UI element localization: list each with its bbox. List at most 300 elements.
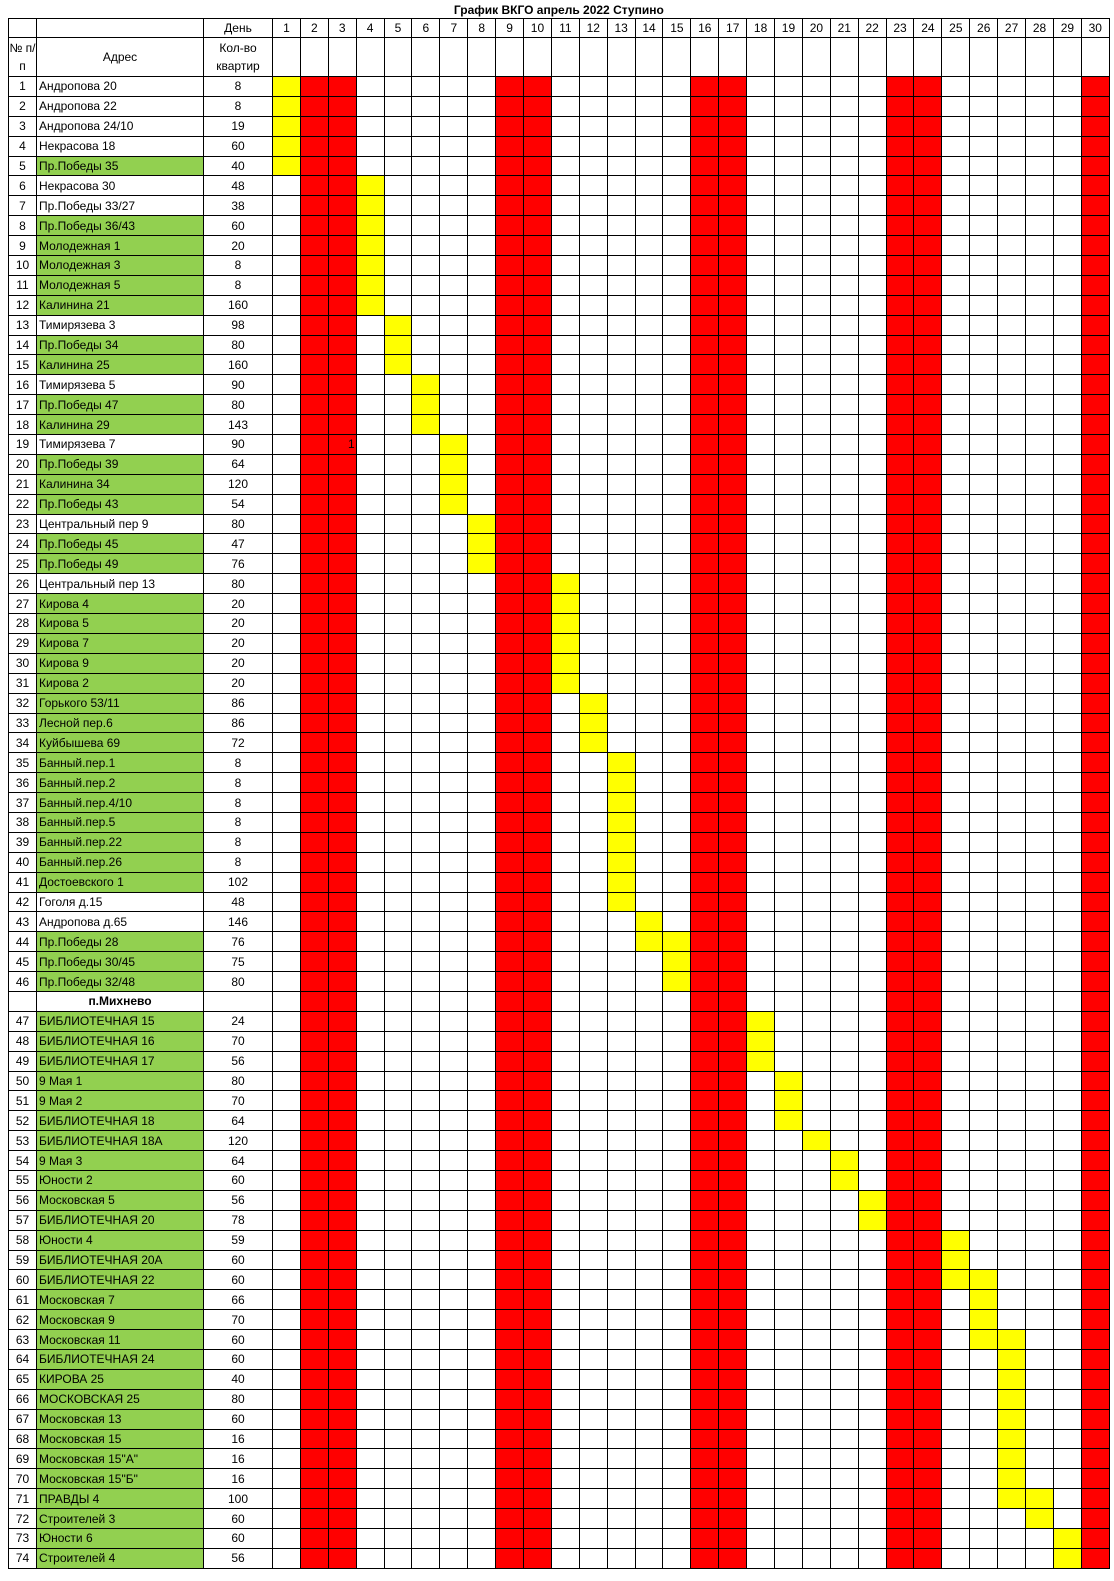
day-cell[interactable] bbox=[273, 653, 301, 673]
address-cell[interactable]: БИБЛИОТЕЧНАЯ 15 bbox=[37, 1011, 204, 1031]
day-cell[interactable] bbox=[440, 1369, 468, 1389]
weekend-cell[interactable] bbox=[719, 435, 747, 455]
day-cell[interactable] bbox=[998, 494, 1026, 514]
day-cell[interactable] bbox=[273, 1369, 301, 1389]
weekend-cell[interactable] bbox=[524, 534, 552, 554]
day-cell[interactable] bbox=[858, 1230, 886, 1250]
day-cell[interactable] bbox=[579, 395, 607, 415]
day-cell[interactable] bbox=[1053, 1290, 1081, 1310]
apartment-count-cell[interactable]: 60 bbox=[204, 136, 273, 156]
day-cell[interactable] bbox=[998, 773, 1026, 793]
day-cell[interactable] bbox=[775, 1230, 803, 1250]
day-cell[interactable] bbox=[273, 832, 301, 852]
day-cell[interactable] bbox=[356, 1449, 384, 1469]
day-cell[interactable] bbox=[1053, 932, 1081, 952]
day-cell[interactable] bbox=[579, 1091, 607, 1111]
day-cell[interactable] bbox=[802, 1529, 830, 1549]
day-cell[interactable] bbox=[579, 1290, 607, 1310]
day-cell[interactable] bbox=[663, 812, 691, 832]
weekend-cell[interactable] bbox=[1081, 1131, 1109, 1151]
apartment-count-cell[interactable]: 8 bbox=[204, 812, 273, 832]
scheduled-day-cell[interactable] bbox=[998, 1330, 1026, 1350]
day-cell[interactable] bbox=[775, 812, 803, 832]
day-cell[interactable] bbox=[635, 176, 663, 196]
day-cell[interactable] bbox=[635, 733, 663, 753]
day-cell[interactable] bbox=[747, 415, 775, 435]
day-cell[interactable] bbox=[468, 96, 496, 116]
day-cell[interactable] bbox=[273, 514, 301, 534]
scheduled-day-cell[interactable] bbox=[440, 494, 468, 514]
day-cell[interactable] bbox=[858, 1529, 886, 1549]
day-cell[interactable] bbox=[663, 1330, 691, 1350]
day-cell[interactable] bbox=[1026, 1210, 1054, 1230]
apartment-count-cell[interactable]: 20 bbox=[204, 614, 273, 634]
weekend-cell[interactable] bbox=[328, 1310, 356, 1330]
day-cell[interactable] bbox=[273, 1449, 301, 1469]
day-cell[interactable] bbox=[663, 355, 691, 375]
day-cell[interactable] bbox=[1053, 673, 1081, 693]
apartment-count-cell[interactable]: 56 bbox=[204, 1051, 273, 1071]
day-cell[interactable] bbox=[384, 1071, 412, 1091]
scheduled-day-cell[interactable] bbox=[412, 415, 440, 435]
day-cell[interactable] bbox=[551, 1509, 579, 1529]
day-cell[interactable] bbox=[1026, 1350, 1054, 1370]
day-cell[interactable] bbox=[747, 116, 775, 136]
day-cell[interactable] bbox=[384, 1529, 412, 1549]
weekend-cell[interactable] bbox=[719, 753, 747, 773]
day-cell[interactable] bbox=[384, 1131, 412, 1151]
scheduled-day-cell[interactable] bbox=[356, 216, 384, 236]
day-cell[interactable] bbox=[998, 932, 1026, 952]
weekend-cell[interactable] bbox=[496, 793, 524, 813]
day-cell[interactable] bbox=[998, 832, 1026, 852]
weekend-cell[interactable] bbox=[719, 236, 747, 256]
weekend-cell[interactable] bbox=[886, 1071, 914, 1091]
weekend-cell[interactable] bbox=[886, 574, 914, 594]
day-cell[interactable] bbox=[663, 1210, 691, 1230]
day-cell[interactable] bbox=[942, 1489, 970, 1509]
day-cell[interactable] bbox=[830, 275, 858, 295]
day-cell[interactable] bbox=[1026, 1151, 1054, 1171]
day-cell[interactable] bbox=[858, 574, 886, 594]
day-cell[interactable] bbox=[356, 335, 384, 355]
weekend-cell[interactable] bbox=[886, 1190, 914, 1210]
day-cell[interactable] bbox=[942, 1330, 970, 1350]
day-cell[interactable] bbox=[607, 1190, 635, 1210]
day-header-cell[interactable] bbox=[635, 38, 663, 77]
apartment-count-cell[interactable]: 60 bbox=[204, 1350, 273, 1370]
day-cell[interactable] bbox=[579, 614, 607, 634]
day-cell[interactable] bbox=[998, 415, 1026, 435]
day-cell[interactable] bbox=[802, 275, 830, 295]
day-cell[interactable] bbox=[551, 116, 579, 136]
weekend-cell[interactable] bbox=[719, 454, 747, 474]
day-cell[interactable] bbox=[1026, 335, 1054, 355]
day-cell[interactable] bbox=[356, 116, 384, 136]
day-cell[interactable] bbox=[802, 633, 830, 653]
day-cell[interactable] bbox=[440, 1051, 468, 1071]
apartment-count-cell[interactable]: 20 bbox=[204, 673, 273, 693]
day-cell[interactable] bbox=[775, 773, 803, 793]
weekend-cell[interactable] bbox=[719, 812, 747, 832]
weekend-cell[interactable] bbox=[524, 614, 552, 634]
day-cell[interactable] bbox=[579, 275, 607, 295]
day-cell[interactable] bbox=[440, 912, 468, 932]
weekend-cell[interactable] bbox=[328, 653, 356, 673]
day-cell[interactable] bbox=[1053, 534, 1081, 554]
weekend-cell[interactable] bbox=[524, 773, 552, 793]
day-cell[interactable] bbox=[1053, 952, 1081, 972]
day-cell[interactable] bbox=[663, 633, 691, 653]
day-cell[interactable] bbox=[468, 454, 496, 474]
day-cell[interactable] bbox=[942, 872, 970, 892]
day-cell[interactable] bbox=[1053, 1350, 1081, 1370]
weekend-cell[interactable] bbox=[691, 415, 719, 435]
day-cell[interactable] bbox=[551, 315, 579, 335]
weekend-cell[interactable] bbox=[1081, 1389, 1109, 1409]
day-cell[interactable] bbox=[663, 773, 691, 793]
day-cell[interactable] bbox=[1053, 236, 1081, 256]
day-cell[interactable] bbox=[830, 1350, 858, 1370]
row-number[interactable]: 28 bbox=[9, 614, 37, 634]
day-cell[interactable] bbox=[635, 435, 663, 455]
address-cell[interactable]: Калинина 25 bbox=[37, 355, 204, 375]
weekend-cell[interactable] bbox=[719, 793, 747, 813]
day-cell[interactable] bbox=[579, 1469, 607, 1489]
apartment-count-cell[interactable]: 8 bbox=[204, 96, 273, 116]
weekend-cell[interactable] bbox=[719, 335, 747, 355]
day-cell[interactable] bbox=[468, 236, 496, 256]
day-cell[interactable] bbox=[468, 713, 496, 733]
day-cell[interactable] bbox=[775, 614, 803, 634]
day-cell[interactable] bbox=[440, 614, 468, 634]
day-cell[interactable] bbox=[440, 1031, 468, 1051]
day-cell[interactable] bbox=[551, 932, 579, 952]
day-cell[interactable] bbox=[468, 1409, 496, 1429]
day-cell[interactable] bbox=[858, 236, 886, 256]
day-cell[interactable] bbox=[970, 733, 998, 753]
day-cell[interactable] bbox=[356, 1071, 384, 1091]
day-cell[interactable] bbox=[273, 693, 301, 713]
weekend-cell[interactable] bbox=[914, 1310, 942, 1330]
weekend-cell[interactable] bbox=[300, 773, 328, 793]
day-cell[interactable] bbox=[858, 1091, 886, 1111]
weekend-cell[interactable] bbox=[300, 454, 328, 474]
day-cell[interactable] bbox=[412, 77, 440, 97]
weekend-cell[interactable] bbox=[524, 832, 552, 852]
day-cell[interactable] bbox=[1053, 1409, 1081, 1429]
day-cell[interactable] bbox=[1053, 355, 1081, 375]
day-cell[interactable] bbox=[551, 454, 579, 474]
day-cell[interactable] bbox=[858, 1151, 886, 1171]
day-cell[interactable] bbox=[830, 1449, 858, 1469]
scheduled-day-cell[interactable] bbox=[356, 176, 384, 196]
weekend-cell[interactable] bbox=[1081, 474, 1109, 494]
weekend-cell[interactable] bbox=[328, 1529, 356, 1549]
day-cell[interactable] bbox=[858, 594, 886, 614]
day-cell[interactable] bbox=[858, 1429, 886, 1449]
scheduled-day-cell[interactable] bbox=[635, 912, 663, 932]
row-number[interactable]: 4 bbox=[9, 136, 37, 156]
day-cell[interactable] bbox=[635, 236, 663, 256]
weekend-cell[interactable] bbox=[1081, 315, 1109, 335]
weekend-cell[interactable] bbox=[328, 1210, 356, 1230]
weekend-cell[interactable] bbox=[691, 932, 719, 952]
day-cell[interactable] bbox=[802, 892, 830, 912]
weekend-cell[interactable] bbox=[719, 1071, 747, 1091]
scheduled-day-cell[interactable] bbox=[551, 633, 579, 653]
weekend-cell[interactable] bbox=[886, 773, 914, 793]
day-cell[interactable] bbox=[830, 852, 858, 872]
day-cell[interactable] bbox=[747, 435, 775, 455]
row-number[interactable]: 46 bbox=[9, 972, 37, 992]
weekend-cell[interactable] bbox=[886, 116, 914, 136]
weekend-cell[interactable] bbox=[886, 892, 914, 912]
row-number[interactable]: 59 bbox=[9, 1250, 37, 1270]
weekend-cell[interactable] bbox=[914, 932, 942, 952]
day-cell[interactable] bbox=[802, 1310, 830, 1330]
day-cell[interactable] bbox=[579, 892, 607, 912]
day-cell[interactable] bbox=[635, 1091, 663, 1111]
day-cell[interactable] bbox=[830, 1071, 858, 1091]
day-cell[interactable] bbox=[551, 1151, 579, 1171]
weekend-cell[interactable] bbox=[719, 1350, 747, 1370]
day-cell[interactable] bbox=[579, 176, 607, 196]
day-cell[interactable] bbox=[356, 594, 384, 614]
day-cell[interactable] bbox=[802, 1250, 830, 1270]
weekend-cell[interactable] bbox=[328, 77, 356, 97]
address-cell[interactable]: Пр.Победы 30/45 bbox=[37, 952, 204, 972]
day-number-header[interactable]: 10 bbox=[524, 19, 552, 38]
weekend-cell[interactable] bbox=[524, 395, 552, 415]
day-cell[interactable] bbox=[663, 614, 691, 634]
row-number[interactable]: 45 bbox=[9, 952, 37, 972]
day-number-header[interactable]: 2 bbox=[300, 19, 328, 38]
day-cell[interactable] bbox=[579, 1529, 607, 1549]
weekend-cell[interactable] bbox=[328, 733, 356, 753]
day-cell[interactable] bbox=[384, 395, 412, 415]
weekend-cell[interactable] bbox=[300, 395, 328, 415]
day-cell[interactable] bbox=[356, 494, 384, 514]
weekend-cell[interactable] bbox=[691, 594, 719, 614]
row-number[interactable]: 19 bbox=[9, 435, 37, 455]
day-cell[interactable] bbox=[384, 793, 412, 813]
day-cell[interactable] bbox=[663, 1270, 691, 1290]
weekend-cell[interactable] bbox=[1081, 176, 1109, 196]
day-cell[interactable] bbox=[412, 713, 440, 733]
apartment-count-cell[interactable]: 75 bbox=[204, 952, 273, 972]
day-cell[interactable] bbox=[579, 1429, 607, 1449]
day-cell[interactable] bbox=[635, 1369, 663, 1389]
day-cell[interactable] bbox=[440, 1469, 468, 1489]
weekend-cell[interactable] bbox=[300, 1529, 328, 1549]
day-cell[interactable] bbox=[607, 1230, 635, 1250]
day-cell[interactable] bbox=[356, 932, 384, 952]
weekend-cell[interactable] bbox=[914, 1429, 942, 1449]
day-cell[interactable] bbox=[942, 912, 970, 932]
weekend-cell[interactable] bbox=[691, 713, 719, 733]
day-cell[interactable] bbox=[412, 1330, 440, 1350]
weekend-cell[interactable] bbox=[524, 156, 552, 176]
weekend-cell[interactable] bbox=[914, 176, 942, 196]
day-cell[interactable] bbox=[440, 1489, 468, 1509]
day-cell[interactable] bbox=[998, 812, 1026, 832]
day-cell[interactable] bbox=[970, 932, 998, 952]
day-cell[interactable] bbox=[356, 96, 384, 116]
scheduled-day-cell[interactable] bbox=[551, 673, 579, 693]
day-cell[interactable] bbox=[858, 494, 886, 514]
day-cell[interactable] bbox=[970, 1190, 998, 1210]
day-cell[interactable] bbox=[858, 773, 886, 793]
day-cell[interactable] bbox=[998, 653, 1026, 673]
day-cell[interactable] bbox=[1026, 176, 1054, 196]
day-cell[interactable] bbox=[579, 1310, 607, 1330]
day-cell[interactable] bbox=[579, 415, 607, 435]
day-cell[interactable] bbox=[412, 614, 440, 634]
day-cell[interactable] bbox=[468, 1389, 496, 1409]
row-number[interactable]: 47 bbox=[9, 1011, 37, 1031]
weekend-cell[interactable] bbox=[1081, 673, 1109, 693]
day-cell[interactable] bbox=[858, 156, 886, 176]
day-cell[interactable] bbox=[830, 1270, 858, 1290]
day-cell[interactable] bbox=[747, 156, 775, 176]
weekend-cell[interactable] bbox=[524, 196, 552, 216]
weekend-cell[interactable] bbox=[328, 335, 356, 355]
day-cell[interactable] bbox=[970, 832, 998, 852]
day-cell[interactable] bbox=[858, 395, 886, 415]
row-number[interactable]: 11 bbox=[9, 275, 37, 295]
day-cell[interactable] bbox=[607, 1051, 635, 1071]
weekend-cell[interactable] bbox=[886, 1270, 914, 1290]
weekend-cell[interactable] bbox=[496, 474, 524, 494]
address-cell[interactable]: ПРАВДЫ 4 bbox=[37, 1489, 204, 1509]
weekend-cell[interactable] bbox=[328, 1449, 356, 1469]
day-cell[interactable] bbox=[830, 415, 858, 435]
day-cell[interactable] bbox=[551, 1170, 579, 1190]
day-cell[interactable] bbox=[635, 355, 663, 375]
weekend-cell[interactable] bbox=[496, 673, 524, 693]
day-cell[interactable] bbox=[830, 1210, 858, 1230]
weekend-cell[interactable] bbox=[524, 295, 552, 315]
day-cell[interactable] bbox=[858, 275, 886, 295]
weekend-cell[interactable] bbox=[719, 713, 747, 733]
day-header-cell[interactable] bbox=[691, 38, 719, 77]
day-cell[interactable] bbox=[579, 474, 607, 494]
day-cell[interactable] bbox=[775, 395, 803, 415]
weekend-cell[interactable] bbox=[719, 1190, 747, 1210]
day-cell[interactable] bbox=[775, 136, 803, 156]
day-cell[interactable] bbox=[970, 1051, 998, 1071]
weekend-cell[interactable] bbox=[691, 653, 719, 673]
day-cell[interactable] bbox=[384, 574, 412, 594]
day-cell[interactable] bbox=[468, 1091, 496, 1111]
day-cell[interactable] bbox=[412, 1548, 440, 1568]
weekend-cell[interactable] bbox=[1081, 653, 1109, 673]
day-cell[interactable] bbox=[579, 594, 607, 614]
day-number-header[interactable]: 16 bbox=[691, 19, 719, 38]
weekend-cell[interactable] bbox=[1081, 614, 1109, 634]
day-cell[interactable] bbox=[384, 713, 412, 733]
day-cell[interactable] bbox=[468, 315, 496, 335]
weekend-cell[interactable] bbox=[496, 355, 524, 375]
weekend-cell[interactable] bbox=[524, 1310, 552, 1330]
day-cell[interactable] bbox=[942, 574, 970, 594]
day-cell[interactable] bbox=[1026, 375, 1054, 395]
day-cell[interactable] bbox=[273, 753, 301, 773]
day-cell[interactable] bbox=[412, 1051, 440, 1071]
day-cell[interactable] bbox=[551, 77, 579, 97]
day-cell[interactable] bbox=[607, 554, 635, 574]
day-number-header[interactable]: 13 bbox=[607, 19, 635, 38]
address-cell[interactable]: Банный.пер.4/10 bbox=[37, 793, 204, 813]
day-cell[interactable] bbox=[775, 77, 803, 97]
weekend-cell[interactable] bbox=[496, 116, 524, 136]
weekend-cell[interactable] bbox=[328, 176, 356, 196]
day-cell[interactable] bbox=[579, 1389, 607, 1409]
apartment-count-cell[interactable]: 38 bbox=[204, 196, 273, 216]
weekend-cell[interactable] bbox=[300, 435, 328, 455]
day-cell[interactable] bbox=[607, 1548, 635, 1568]
day-cell[interactable] bbox=[635, 554, 663, 574]
day-header-cell[interactable] bbox=[942, 38, 970, 77]
weekend-cell[interactable] bbox=[328, 673, 356, 693]
day-cell[interactable] bbox=[970, 236, 998, 256]
day-cell[interactable] bbox=[273, 1011, 301, 1031]
address-cell[interactable]: Пр.Победы 28 bbox=[37, 932, 204, 952]
day-cell[interactable] bbox=[858, 932, 886, 952]
day-cell[interactable] bbox=[551, 1131, 579, 1151]
day-number-header[interactable]: 7 bbox=[440, 19, 468, 38]
day-cell[interactable] bbox=[802, 554, 830, 574]
address-cell[interactable]: Тимирязева 5 bbox=[37, 375, 204, 395]
day-cell[interactable] bbox=[440, 932, 468, 952]
day-cell[interactable] bbox=[1053, 494, 1081, 514]
apartment-count-cell[interactable]: 160 bbox=[204, 295, 273, 315]
day-cell[interactable] bbox=[412, 1270, 440, 1290]
day-cell[interactable] bbox=[970, 1350, 998, 1370]
day-cell[interactable] bbox=[384, 474, 412, 494]
day-cell[interactable] bbox=[998, 574, 1026, 594]
day-cell[interactable] bbox=[1026, 673, 1054, 693]
day-cell[interactable] bbox=[440, 156, 468, 176]
scheduled-day-cell[interactable] bbox=[998, 1350, 1026, 1370]
weekend-cell[interactable] bbox=[1081, 1310, 1109, 1330]
day-cell[interactable] bbox=[1053, 1489, 1081, 1509]
day-cell[interactable] bbox=[998, 753, 1026, 773]
day-cell[interactable] bbox=[468, 812, 496, 832]
weekend-cell[interactable] bbox=[886, 1250, 914, 1270]
weekend-cell[interactable] bbox=[524, 435, 552, 455]
day-cell[interactable] bbox=[970, 574, 998, 594]
day-number-header[interactable]: 22 bbox=[858, 19, 886, 38]
day-cell[interactable] bbox=[579, 1190, 607, 1210]
day-cell[interactable] bbox=[635, 1210, 663, 1230]
weekend-cell[interactable] bbox=[719, 1369, 747, 1389]
apartment-count-cell[interactable]: 40 bbox=[204, 1369, 273, 1389]
day-cell[interactable] bbox=[942, 136, 970, 156]
apartment-count-cell[interactable]: 60 bbox=[204, 1170, 273, 1190]
apartment-count-cell[interactable]: 20 bbox=[204, 236, 273, 256]
weekend-cell[interactable] bbox=[886, 733, 914, 753]
weekend-cell[interactable] bbox=[496, 1051, 524, 1071]
weekend-cell[interactable] bbox=[524, 415, 552, 435]
day-cell[interactable] bbox=[551, 275, 579, 295]
day-cell[interactable] bbox=[1026, 136, 1054, 156]
weekend-cell[interactable] bbox=[1081, 1071, 1109, 1091]
day-cell[interactable] bbox=[858, 1170, 886, 1190]
day-cell[interactable] bbox=[775, 1389, 803, 1409]
day-cell[interactable] bbox=[579, 812, 607, 832]
